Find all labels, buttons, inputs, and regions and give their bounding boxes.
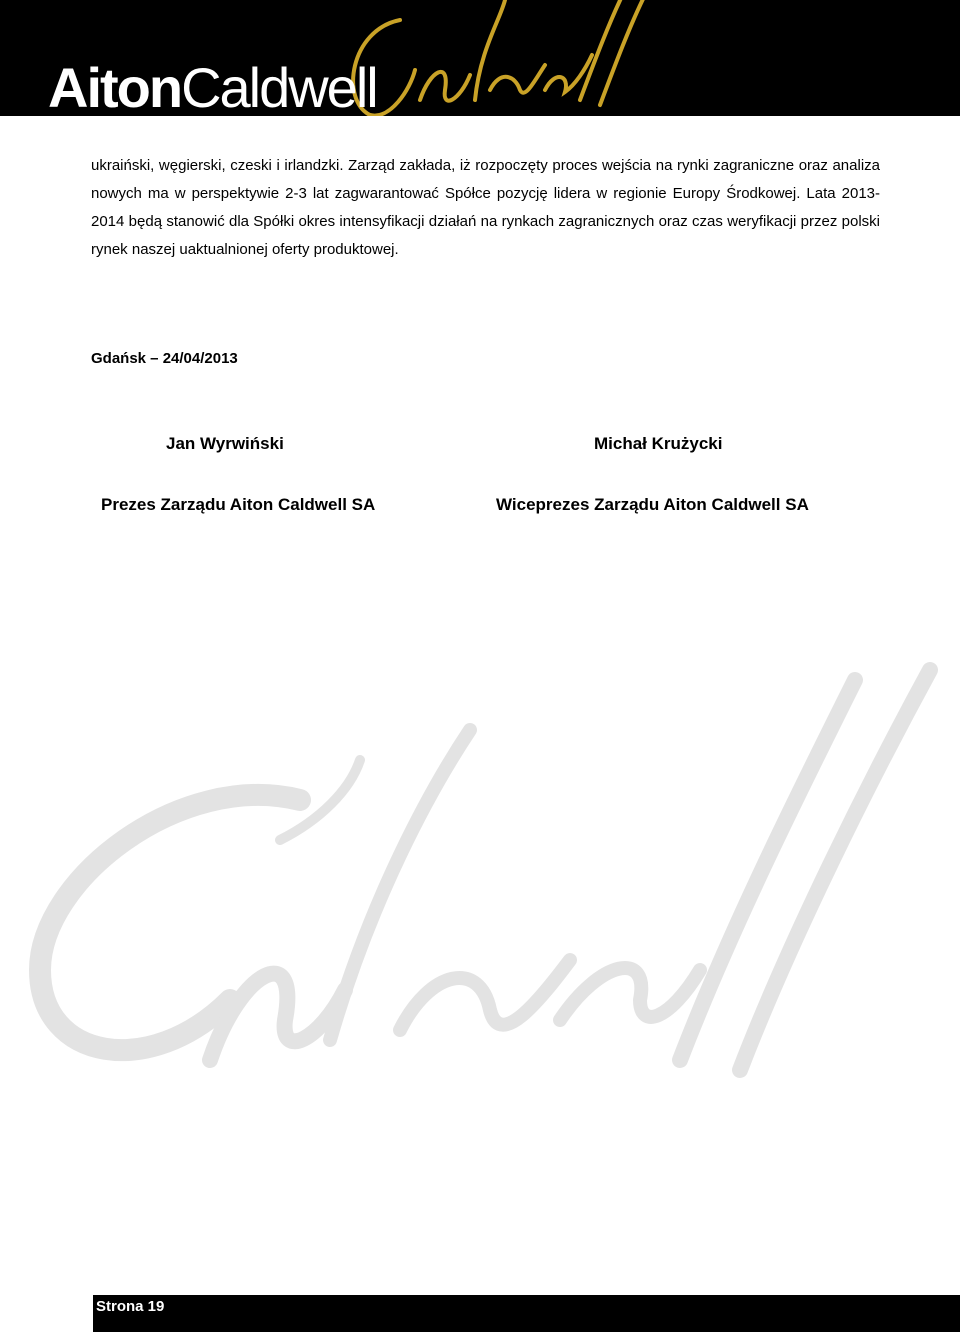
logo-bold-text: Aiton	[48, 56, 182, 116]
body-paragraph: ukraiński, węgierski, czeski i irlandzki. Zarząd zakłada, iż rozpoczęty proces wejścia na rynki zagraniczne oraz analiza nowych ma w perspektywie 2-3 lat zagwarantować Spółce pozycję lidera w regionie Europy Środkowej. Lata 2013-2014 będą stanowić dla Spółki okres intensyfikacji działań na rynkach zagranicznych oraz czas weryfikacji przez polski rynek naszej uaktualnionej oferty produktowej.	[91, 157, 880, 258]
caldwell-signature-watermark-icon	[0, 640, 960, 1120]
caldwell-signature-logo-icon	[330, 0, 650, 116]
company-logo	[48, 58, 377, 116]
signatory-name-1: Jan Wyrwiński	[166, 434, 284, 453]
signatory-role-1: Prezes Zarządu Aiton Caldwell SA	[101, 495, 376, 514]
page-number: Strona 19	[96, 1298, 165, 1315]
signatory-name-2: Michał Krużycki	[594, 434, 723, 453]
page-footer	[93, 1295, 960, 1332]
signatory-role-2: Wiceprezes Zarządu Aiton Caldwell SA	[496, 495, 809, 514]
logo-light-text: Caldwell	[181, 56, 377, 116]
page-header	[0, 0, 960, 116]
body-content	[91, 152, 880, 264]
date-line: Gdańsk – 24/04/2013	[91, 350, 238, 367]
